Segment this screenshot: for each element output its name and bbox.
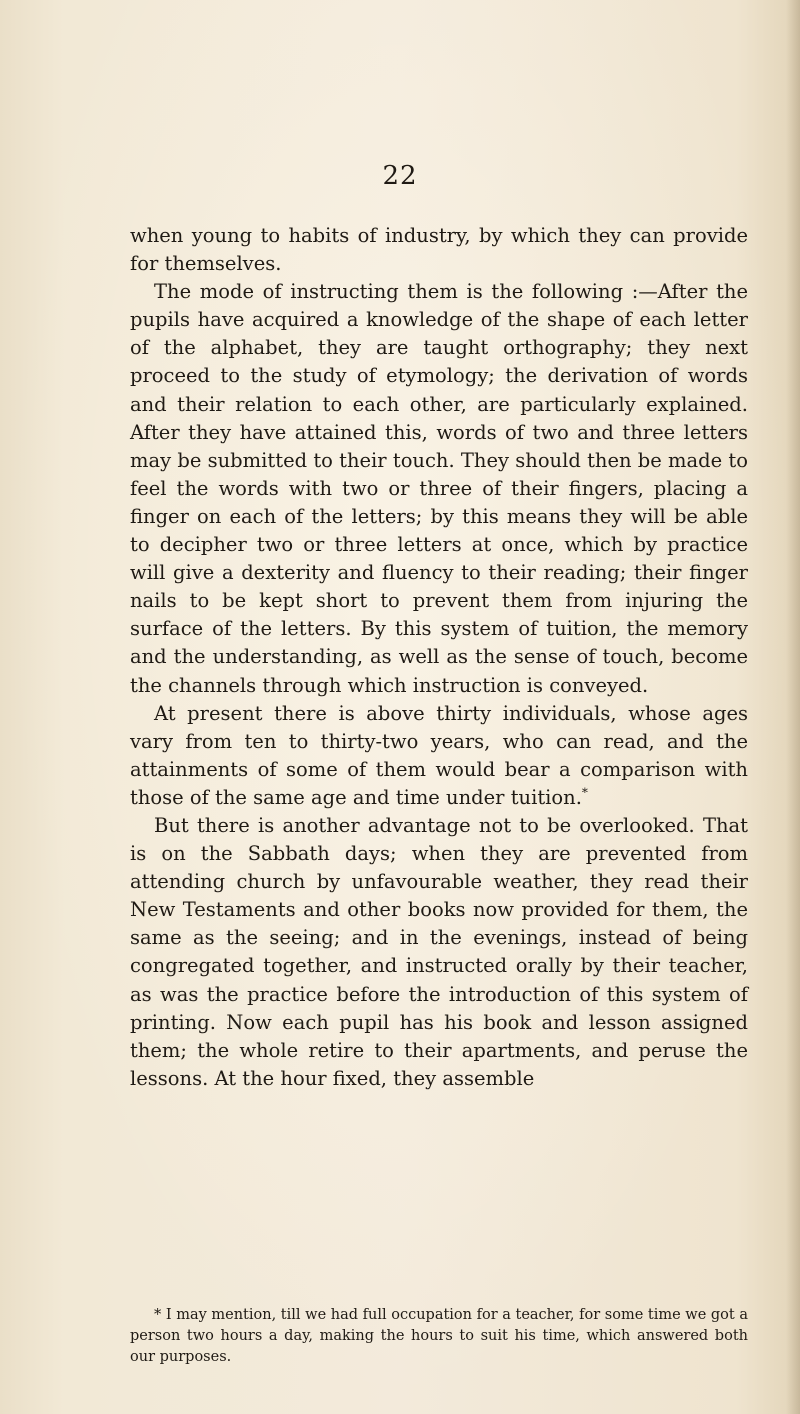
page-edge-shadow: [786, 0, 800, 1414]
paragraph-2: The mode of instructing them is the following :—After the pupils have acquired a knowledge of the shape of each letter of the alphabet, they are taught orthography; they next proceed to the study of etymology; the derivation of words and their relation to each other, are particularly explained. After they have attained this, words of two and three letters may be submitted to their touch. They should then be made to feel the words with two or three of their fingers, placing a finger on each of the letters; by this means they will be able to decipher two or three letters at once, which by practice will give a dexterity and fluency to their reading; their finger nails to be kept short to prevent them from injuring the surface of the letters. By this system of tuition, the memory and the understanding, as well as the sense of touch, become the channels through which instruction is conveyed.: [130, 280, 748, 697]
footnote-reference: *: [581, 785, 588, 800]
page-number: 22: [382, 161, 418, 191]
paragraph-3: [130, 700, 748, 812]
footnote: * I may mention, till we had full occupation for a teacher, for some time we got a person two hours a day, making the hours to suit his time, which answered both our purposes.: [130, 1307, 748, 1365]
paragraph-3-text: At present there is above thirty individuals, whose ages vary from ten to thirty-two years, who can read, and the attainments of some of them would bear a comparison with those of the same age and time under tuition.: [130, 701, 748, 809]
paragraph-4: But there is another advantage not to be overlooked. That is on the Sabbath days; when they are prevented from attending church by unfavourable weather, they read their New Testaments and other books now provided for them, the same as the seeing; and in the evenings, instead of being congregated together, and instructed orally by their teacher, as was the practice before the introduction of this system of printing. Now each pupil has his book and lesson assigned them; the whole retire to their apartments, and peruse the lessons. At the hour fixed, they assemble: [130, 813, 748, 1090]
body-text: [130, 222, 748, 1093]
paragraph-1: when young to habits of industry, by which they can provide for themselves.: [130, 224, 748, 276]
